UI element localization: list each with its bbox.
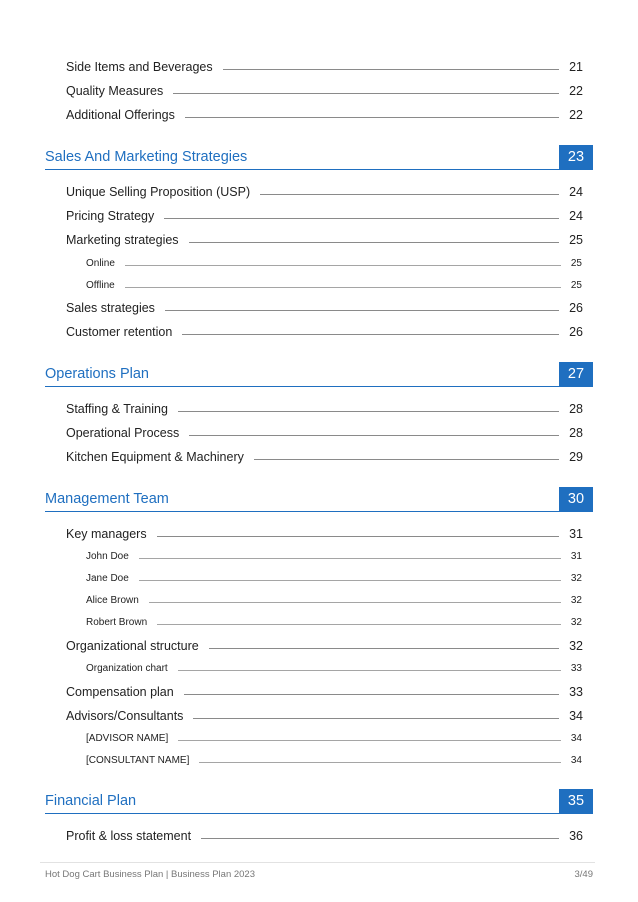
toc-subentry[interactable] bbox=[86, 753, 582, 766]
dot-leader bbox=[139, 558, 561, 559]
toc-entry-label: Staffing & Training bbox=[66, 402, 168, 416]
toc-subentry-label: John Doe bbox=[86, 551, 129, 562]
toc-subentry[interactable] bbox=[86, 549, 582, 562]
toc-section-page: 35 bbox=[559, 789, 593, 813]
toc-entry-label: Kitchen Equipment & Machinery bbox=[66, 450, 244, 464]
toc-subentry[interactable] bbox=[86, 661, 582, 674]
toc-entry[interactable] bbox=[66, 525, 583, 541]
footer-divider bbox=[40, 862, 595, 863]
dot-leader bbox=[201, 838, 559, 839]
toc-subentry-page: 25 bbox=[570, 258, 582, 269]
toc-subentry-page: 34 bbox=[570, 755, 582, 766]
toc-subentry-page: 33 bbox=[570, 663, 582, 674]
dot-leader bbox=[193, 718, 559, 719]
toc-subentry[interactable] bbox=[86, 593, 582, 606]
toc-subentry-page: 32 bbox=[570, 617, 582, 628]
dot-leader bbox=[189, 435, 559, 436]
toc-subentry-page: 31 bbox=[570, 551, 582, 562]
toc-entry-label: Advisors/Consultants bbox=[66, 709, 184, 723]
toc-entry-label: Customer retention bbox=[66, 325, 173, 339]
toc-entry-page: 31 bbox=[569, 527, 583, 541]
toc-entry-label: Marketing strategies bbox=[66, 233, 179, 247]
toc-entry-page: 29 bbox=[569, 450, 583, 464]
toc-entry-page: 26 bbox=[569, 325, 583, 339]
toc-subentry-page: 32 bbox=[570, 595, 582, 606]
dot-leader bbox=[139, 580, 561, 581]
toc-subentry[interactable] bbox=[86, 731, 582, 744]
toc-section-page: 23 bbox=[559, 145, 593, 169]
toc-entry-label: Key managers bbox=[66, 527, 147, 541]
toc-subentry-label: [CONSULTANT NAME] bbox=[86, 755, 190, 766]
toc-section-operations[interactable] bbox=[45, 361, 593, 387]
dot-leader bbox=[125, 287, 561, 288]
toc-entry-page: 32 bbox=[569, 639, 583, 653]
toc-subentry-page: 34 bbox=[570, 733, 582, 744]
toc-entry[interactable] bbox=[66, 58, 583, 74]
dot-leader bbox=[182, 334, 559, 335]
toc-entry-page: 24 bbox=[569, 209, 583, 223]
toc-entry[interactable] bbox=[66, 448, 583, 464]
toc-subentry-label: Jane Doe bbox=[86, 573, 129, 584]
dot-leader bbox=[199, 762, 561, 763]
toc-entry[interactable] bbox=[66, 82, 583, 98]
dot-leader bbox=[209, 648, 559, 649]
toc-section-title: Financial Plan bbox=[45, 793, 137, 809]
dot-leader bbox=[260, 194, 559, 195]
toc-entry-page: 28 bbox=[569, 426, 583, 440]
dot-leader bbox=[164, 218, 559, 219]
toc-entry[interactable] bbox=[66, 207, 583, 223]
toc-entry[interactable] bbox=[66, 827, 583, 843]
dot-leader bbox=[173, 93, 559, 94]
dot-leader bbox=[185, 117, 559, 118]
toc-subentry[interactable] bbox=[86, 571, 582, 584]
toc-entry-page: 36 bbox=[569, 829, 583, 843]
toc-entry-label: Pricing Strategy bbox=[66, 209, 155, 223]
toc-entry-label: Organizational structure bbox=[66, 639, 199, 653]
dot-leader bbox=[223, 69, 559, 70]
toc-subentry-label: Alice Brown bbox=[86, 595, 139, 606]
toc-entry-label: Unique Selling Proposition (USP) bbox=[66, 185, 251, 199]
toc-entry-page: 24 bbox=[569, 185, 583, 199]
toc-entry-label: Side Items and Beverages bbox=[66, 60, 213, 74]
toc-entry[interactable] bbox=[66, 683, 583, 699]
toc-subentry[interactable] bbox=[86, 615, 582, 628]
toc-section-sales-marketing[interactable] bbox=[45, 144, 593, 170]
toc-entry-page: 22 bbox=[569, 108, 583, 122]
toc-entry-page: 22 bbox=[569, 84, 583, 98]
toc-entry-label: Profit & loss statement bbox=[66, 829, 192, 843]
dot-leader bbox=[157, 536, 559, 537]
dot-leader bbox=[149, 602, 561, 603]
toc-entry-page: 26 bbox=[569, 301, 583, 315]
dot-leader bbox=[178, 740, 561, 741]
toc-subentry-page: 32 bbox=[570, 573, 582, 584]
toc-entry-label: Sales strategies bbox=[66, 301, 155, 315]
toc-section-title: Management Team bbox=[45, 491, 169, 507]
dot-leader bbox=[125, 265, 561, 266]
toc-section-title: Operations Plan bbox=[45, 366, 149, 382]
toc-entry-label: Operational Process bbox=[66, 426, 180, 440]
toc-section-title: Sales And Marketing Strategies bbox=[45, 149, 248, 165]
toc-entry-page: 21 bbox=[569, 60, 583, 74]
toc-subentry-label: [ADVISOR NAME] bbox=[86, 733, 169, 744]
toc-entry-label: Quality Measures bbox=[66, 84, 164, 98]
dot-leader bbox=[184, 694, 559, 695]
toc-entry[interactable] bbox=[66, 299, 583, 315]
toc-subentry-label: Organization chart bbox=[86, 663, 168, 674]
toc-section-management[interactable] bbox=[45, 486, 593, 512]
toc-entry-page: 25 bbox=[569, 233, 583, 247]
toc-section-financial[interactable] bbox=[45, 788, 593, 814]
footer-document-title: Hot Dog Cart Business Plan | Business Plan 2023 bbox=[45, 869, 255, 880]
dot-leader bbox=[189, 242, 560, 243]
dot-leader bbox=[157, 624, 561, 625]
toc-entry-page: 34 bbox=[569, 709, 583, 723]
toc-subentry-page: 25 bbox=[570, 280, 582, 291]
toc-entry[interactable] bbox=[66, 231, 583, 247]
toc-entry[interactable] bbox=[66, 637, 583, 653]
toc-subentry[interactable] bbox=[86, 278, 582, 291]
toc-section-page: 30 bbox=[559, 487, 593, 511]
toc-entry-page: 28 bbox=[569, 402, 583, 416]
toc-subentry-label: Online bbox=[86, 258, 115, 269]
toc-entry[interactable] bbox=[66, 106, 583, 122]
toc-subentry-label: Offline bbox=[86, 280, 115, 291]
dot-leader bbox=[165, 310, 559, 311]
toc-entry-page: 33 bbox=[569, 685, 583, 699]
toc-entry-label: Compensation plan bbox=[66, 685, 174, 699]
dot-leader bbox=[178, 670, 561, 671]
toc-subentry[interactable] bbox=[86, 256, 582, 269]
toc-section-page: 27 bbox=[559, 362, 593, 386]
toc-entry[interactable] bbox=[66, 707, 583, 723]
toc-entry[interactable] bbox=[66, 424, 583, 440]
footer-page-number: 3/49 bbox=[574, 869, 593, 880]
dot-leader bbox=[178, 411, 559, 412]
dot-leader bbox=[254, 459, 559, 460]
toc-entry[interactable] bbox=[66, 400, 583, 416]
toc-subentry-label: Robert Brown bbox=[86, 617, 148, 628]
toc-entry-label: Additional Offerings bbox=[66, 108, 175, 122]
toc-entry[interactable] bbox=[66, 323, 583, 339]
toc-entry[interactable] bbox=[66, 183, 583, 199]
